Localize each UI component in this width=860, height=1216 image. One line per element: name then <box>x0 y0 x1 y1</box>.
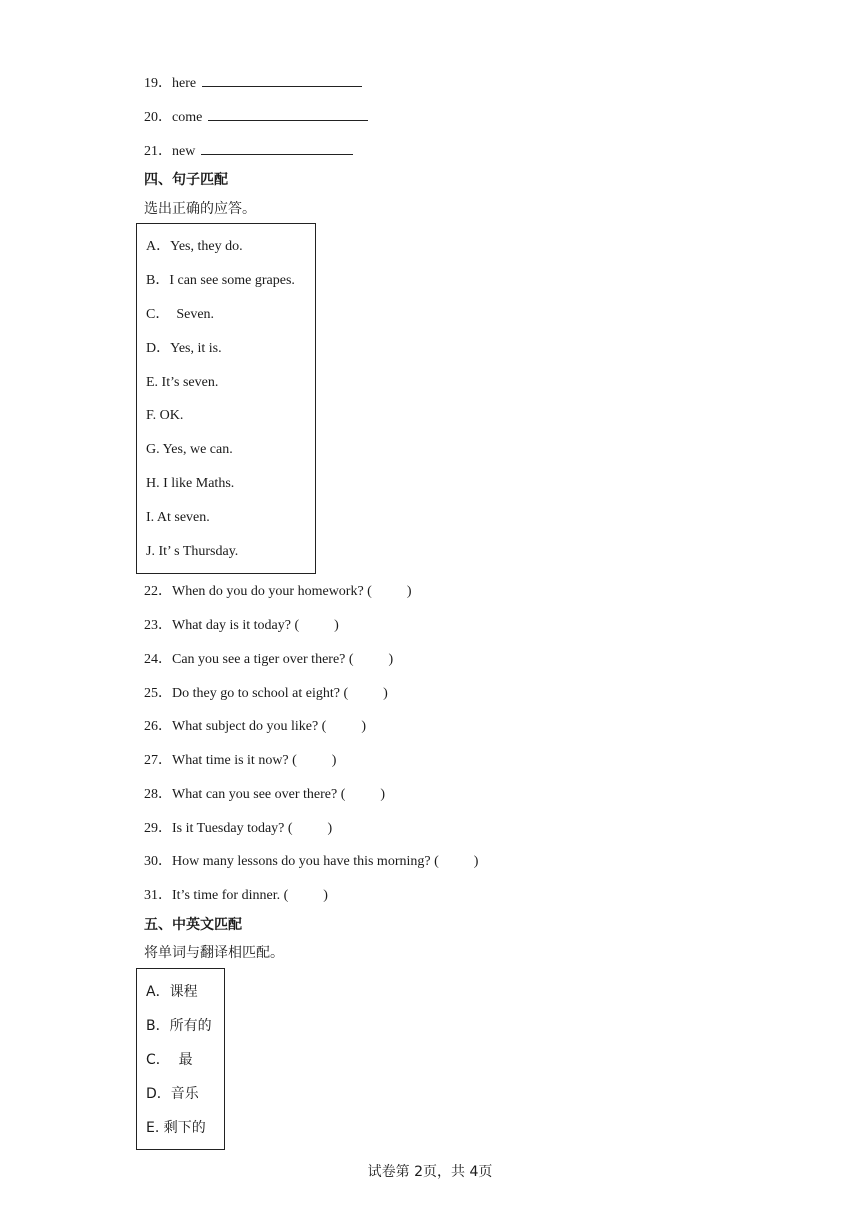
question-26 <box>144 718 366 736</box>
question-23 <box>144 617 339 635</box>
question-number: 22． <box>144 584 172 599</box>
question-29 <box>144 820 332 838</box>
section-4-instruction: 选出正确的应答。 <box>144 201 256 217</box>
item-number: 20． <box>144 110 172 125</box>
section-5-options-box <box>136 968 225 1150</box>
question-text: Do they go to school at eight? ( ) <box>172 686 388 701</box>
section-5-heading: 五、中英文匹配 <box>144 917 242 933</box>
question-22 <box>144 583 412 601</box>
question-text: What subject do you like? ( ) <box>172 719 367 734</box>
option-h: H. I like Maths. <box>146 476 235 491</box>
option-b: B．所有的 <box>146 1018 212 1034</box>
option-e: E. 剩下的 <box>146 1120 206 1136</box>
item-word: come <box>172 110 203 125</box>
question-25 <box>144 685 388 703</box>
question-text: What time is it now? ( ) <box>172 753 337 768</box>
section-4-heading: 四、句子匹配 <box>144 172 228 188</box>
option-a: A．Yes, they do. <box>146 239 243 254</box>
section-5-instruction: 将单词与翻译相匹配。 <box>144 945 284 961</box>
question-24 <box>144 651 393 669</box>
question-text: Is it Tuesday today? ( ) <box>172 821 333 836</box>
option-c: C． 最 <box>146 1052 193 1068</box>
answer-blank[interactable] <box>201 142 353 155</box>
question-text: How many lessons do you have this morning? ( ) <box>172 854 479 869</box>
question-number: 23． <box>144 618 172 633</box>
question-number: 24． <box>144 652 172 667</box>
answer-blank[interactable] <box>208 108 368 121</box>
question-number: 25． <box>144 686 172 701</box>
option-d: D．Yes, it is. <box>146 341 222 356</box>
question-text: When do you do your homework? ( ) <box>172 584 412 599</box>
item-word: new <box>172 144 196 159</box>
question-number: 28． <box>144 787 172 802</box>
question-text: Can you see a tiger over there? ( ) <box>172 652 394 667</box>
question-number: 31． <box>144 888 172 903</box>
option-c: C． Seven. <box>146 307 215 322</box>
option-g: G. Yes, we can. <box>146 442 233 457</box>
answer-blank[interactable] <box>202 74 362 87</box>
question-28 <box>144 786 385 804</box>
fill-item-20 <box>144 108 368 127</box>
section-4-options-box <box>136 223 316 574</box>
question-27 <box>144 752 336 770</box>
question-text: What can you see over there? ( ) <box>172 787 386 802</box>
question-number: 26． <box>144 719 172 734</box>
fill-item-19 <box>144 74 362 93</box>
option-a: A．课程 <box>146 984 198 1000</box>
option-d: D．音乐 <box>146 1086 199 1102</box>
option-i: I. At seven. <box>146 510 210 525</box>
option-e: E. It’s seven. <box>146 375 219 390</box>
question-number: 30． <box>144 854 172 869</box>
item-number: 19． <box>144 76 172 91</box>
fill-item-21 <box>144 142 353 161</box>
option-j: J. It’ s Thursday. <box>146 544 239 559</box>
option-f: F. OK. <box>146 408 184 423</box>
question-text: What day is it today? ( ) <box>172 618 339 633</box>
option-b: B．I can see some grapes. <box>146 273 295 288</box>
question-number: 29． <box>144 821 172 836</box>
item-word: here <box>172 76 197 91</box>
question-30 <box>144 853 478 871</box>
question-text: It’s time for dinner. ( ) <box>172 888 328 903</box>
item-number: 21． <box>144 144 172 159</box>
question-31 <box>144 887 328 905</box>
question-number: 27． <box>144 753 172 768</box>
page-footer: 试卷第 2页，共 4页 <box>367 1164 493 1180</box>
